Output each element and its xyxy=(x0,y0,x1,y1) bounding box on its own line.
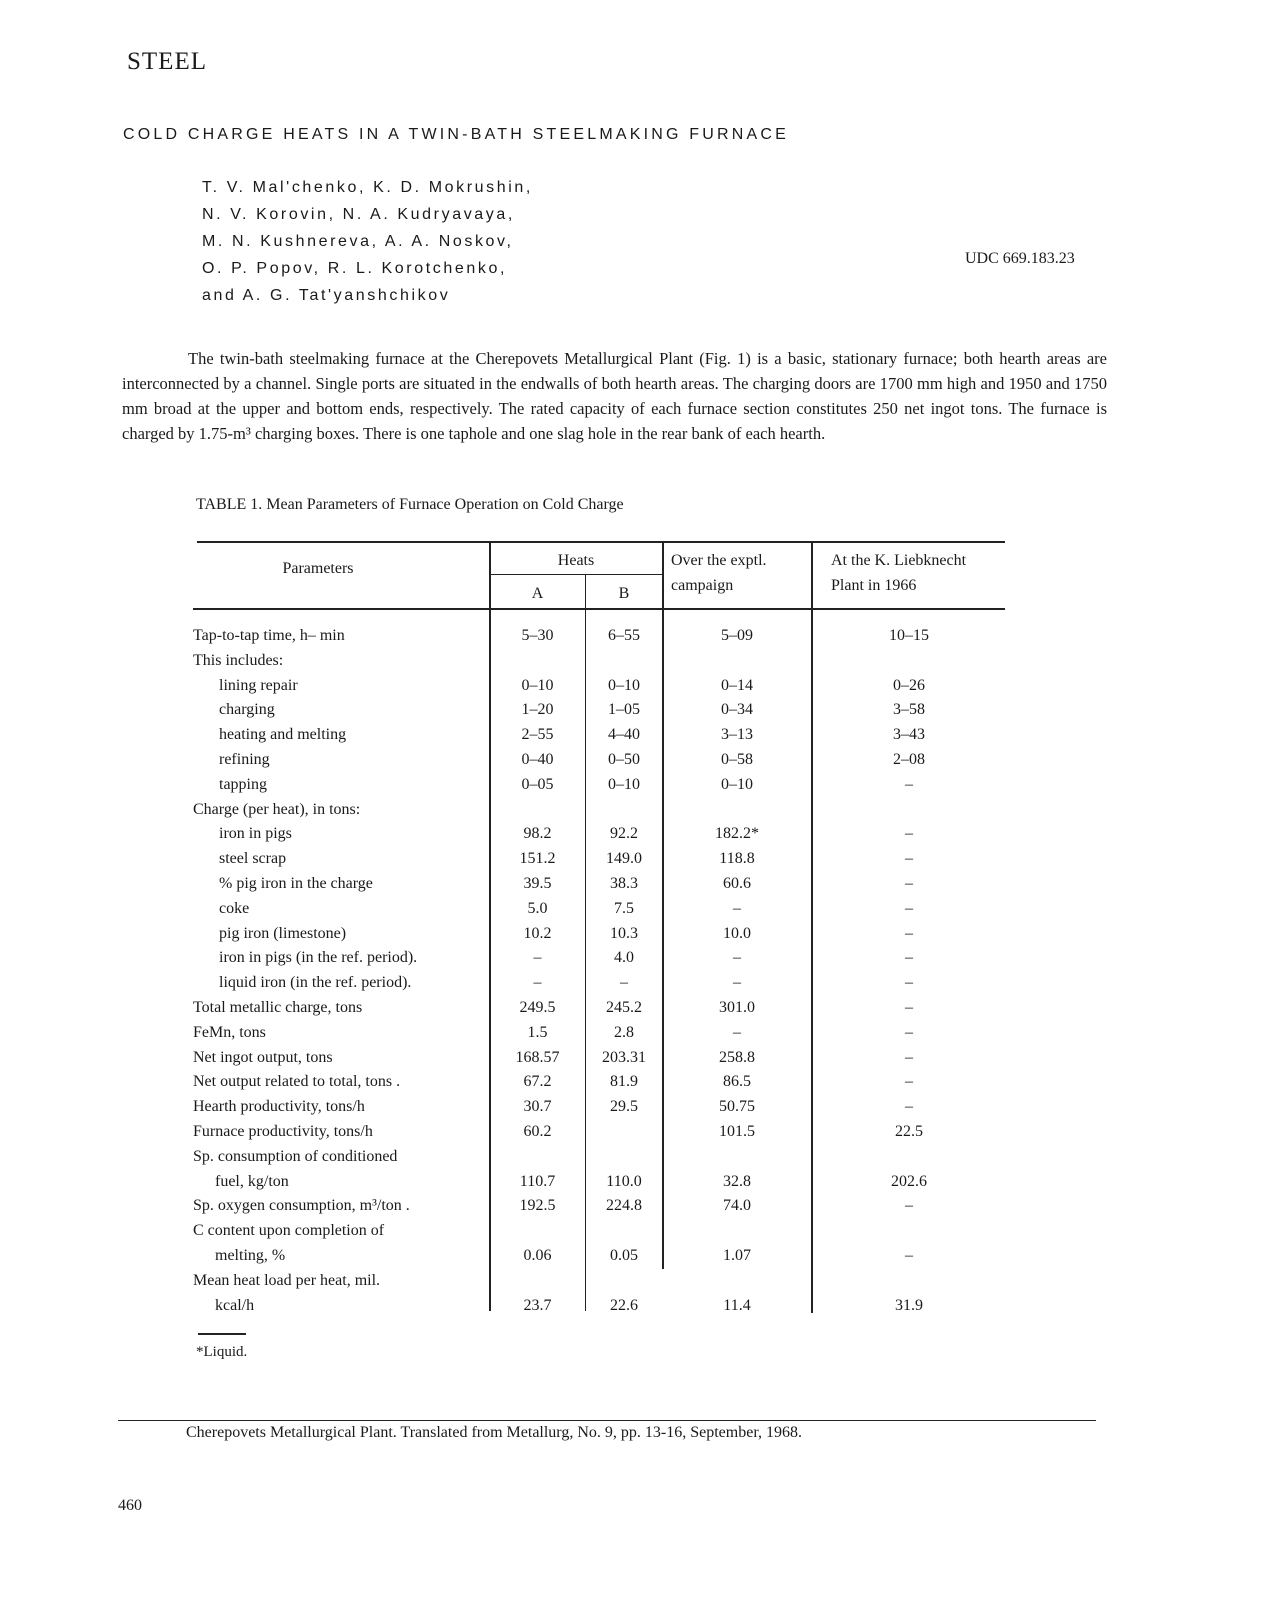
author-line: O. P. Popov, R. L. Korotchenko, xyxy=(202,260,508,277)
row-label xyxy=(193,1193,477,1218)
cell-value: 22.6 xyxy=(610,1296,638,1314)
cell-value: 6–55 xyxy=(608,627,640,644)
cell-value: 118.8 xyxy=(719,850,755,868)
row-label xyxy=(193,1293,499,1318)
cell-value: 2.8 xyxy=(614,1023,634,1041)
row-label xyxy=(193,623,477,648)
row-label-text: charging xyxy=(219,701,278,718)
cell-value: – xyxy=(533,949,542,967)
cell-value: 0–10 xyxy=(721,775,753,793)
paragraph: The twin-bath steelmaking furnace at the Cherepovets Metallurgical Plant (Fig. 1) is a basic, stationary furnace; both hearth areas are interconnected by a channel. Single ports are situated in the endwalls of both hearth areas. The charging doors are 1700 mm high and 1950 and 1750 mm broad at the upper and bottom ends, respectively. The rated capacity of each furnace section constitutes 250 net ingot tons. The furnace is charged by 1.75-m³ charging boxes. There is one taphole and one slag hole in the rear bank of each hearth. xyxy=(122,349,1107,443)
table-row xyxy=(193,1243,1005,1268)
cell-value: 0.05 xyxy=(610,1247,638,1264)
row-label-text: heating and melting xyxy=(219,726,349,743)
row-label-text: Net ingot output, tons xyxy=(193,1049,336,1066)
author-line: N. V. Korovin, N. A. Kudryavaya, xyxy=(202,206,515,223)
author-line: and A. G. Tat'yanshchikov xyxy=(202,287,451,304)
table-row xyxy=(193,697,1005,722)
cell-value: 3–43 xyxy=(893,726,925,744)
row-label-text: Total metallic charge, tons xyxy=(193,999,365,1016)
cell-value: – xyxy=(905,1048,913,1066)
cell-value: 11.4 xyxy=(723,1296,751,1314)
table-row xyxy=(193,1169,1005,1194)
row-label xyxy=(193,945,503,970)
section-heading: STEEL xyxy=(127,48,207,75)
row-label-text: iron in pigs xyxy=(219,825,295,842)
row-label xyxy=(193,896,503,921)
cell-value: 23.7 xyxy=(523,1296,552,1314)
cell-value: 245.2 xyxy=(606,999,642,1016)
header-campaign-line: Over the exptl. xyxy=(671,552,767,569)
row-label xyxy=(193,1069,477,1094)
row-label xyxy=(193,772,503,797)
cell-value: – xyxy=(905,1073,913,1091)
row-label-text: pig iron (limestone) xyxy=(219,925,349,942)
cell-value: 0–10 xyxy=(608,676,640,694)
header-heats: Heats xyxy=(557,552,595,569)
table-row xyxy=(193,871,1005,896)
cell-value: 60.2 xyxy=(523,1123,552,1140)
cell-value: – xyxy=(733,1023,741,1041)
cell-value: 32.8 xyxy=(723,1172,751,1190)
row-label xyxy=(193,1119,477,1144)
cell-value: 3–13 xyxy=(721,726,753,744)
cell-value: 5–30 xyxy=(521,627,554,644)
table-row xyxy=(193,772,1005,797)
row-label-text: Hearth productivity, tons/h xyxy=(193,1098,368,1115)
cell-value: – xyxy=(533,974,542,992)
row-label xyxy=(193,846,503,871)
row-label-text: % pig iron in the charge xyxy=(219,875,376,892)
cell-value: 0–14 xyxy=(721,676,753,694)
cell-value: – xyxy=(733,899,741,917)
cell-value: 3–58 xyxy=(893,701,925,719)
row-label xyxy=(193,1144,477,1169)
cell-value: – xyxy=(905,924,913,942)
table-row xyxy=(193,1293,1005,1318)
row-label xyxy=(193,1268,477,1293)
cell-value: 10–15 xyxy=(889,627,929,644)
row-label-text: Sp. oxygen consumption, m³/ton . xyxy=(193,1197,413,1214)
cell-value: – xyxy=(905,1098,913,1116)
cell-value: 249.5 xyxy=(519,999,556,1016)
cell-value: 10.2 xyxy=(523,924,552,942)
row-label-text: liquid iron (in the ref. period). xyxy=(219,974,414,991)
header-plant-line: At the K. Liebknecht xyxy=(831,552,967,569)
row-label xyxy=(193,797,477,822)
header-campaign-line: campaign xyxy=(671,577,734,594)
cell-value: 31.9 xyxy=(895,1296,923,1314)
source-note: Cherepovets Metallurgical Plant. Translated from Metallurg, No. 9, pp. 13-16, September, 1968. xyxy=(186,1424,803,1441)
cell-value: – xyxy=(733,949,741,967)
cell-value: – xyxy=(733,974,741,992)
table-row xyxy=(193,1094,1005,1119)
row-label-text: FeMn, tons xyxy=(193,1024,269,1041)
table-row xyxy=(193,1020,1005,1045)
row-label xyxy=(193,871,503,896)
author-line: T. V. Mal'chenko, K. D. Mokrushin, xyxy=(202,179,533,196)
cell-value: 0–50 xyxy=(608,751,640,768)
cell-value: – xyxy=(905,999,913,1016)
cell-value: – xyxy=(905,949,913,967)
cell-value: 202.6 xyxy=(891,1172,927,1190)
table-row xyxy=(193,1119,1005,1144)
row-label xyxy=(193,673,503,698)
cell-value: 0–10 xyxy=(608,775,640,793)
row-label xyxy=(193,1094,477,1119)
cell-value: 1–20 xyxy=(521,701,554,719)
table-row xyxy=(193,945,1005,970)
row-label xyxy=(193,722,503,747)
cell-value: 10.3 xyxy=(610,924,638,942)
author-list xyxy=(202,174,533,309)
header-b: B xyxy=(618,585,630,602)
row-label xyxy=(193,1243,499,1268)
cell-value: 81.9 xyxy=(610,1073,638,1091)
cell-value: 29.5 xyxy=(610,1098,638,1116)
row-label xyxy=(193,970,503,995)
body-text xyxy=(122,346,1107,446)
cell-value: 203.31 xyxy=(602,1048,646,1066)
cell-value: 0–26 xyxy=(893,676,925,694)
cell-value: 0.06 xyxy=(523,1247,552,1264)
cell-value: 4.0 xyxy=(614,949,634,967)
table-row xyxy=(193,648,1005,673)
header-plant xyxy=(831,548,966,598)
author-line: M. N. Kushnereva, A. A. Noskov, xyxy=(202,233,514,250)
cell-value: – xyxy=(905,899,913,917)
row-label-text: kcal/h xyxy=(215,1297,257,1314)
row-label xyxy=(193,995,477,1020)
row-label-text: melting, % xyxy=(215,1247,288,1264)
cell-value: 74.0 xyxy=(723,1197,751,1215)
row-label-text: This includes: xyxy=(193,652,286,669)
cell-value: 67.2 xyxy=(523,1073,552,1091)
row-label xyxy=(193,648,477,673)
page-number: 460 xyxy=(118,1497,142,1514)
cell-value: 5–09 xyxy=(721,627,753,644)
row-label-text: coke xyxy=(219,900,252,917)
row-label-text: Net output related to total, tons . xyxy=(193,1073,403,1090)
cell-value: – xyxy=(905,775,913,793)
row-label-text: refining xyxy=(219,751,273,768)
footnote-rule xyxy=(198,1333,246,1335)
row-label-text: Charge (per heat), in tons: xyxy=(193,801,363,818)
table-row xyxy=(193,1144,1005,1169)
cell-value: 39.5 xyxy=(523,875,552,892)
row-label xyxy=(193,1218,477,1243)
cell-value: – xyxy=(905,850,913,868)
cell-value: 50.75 xyxy=(719,1098,755,1116)
table-row xyxy=(193,623,1005,648)
table-row xyxy=(193,1268,1005,1293)
table-row xyxy=(193,821,1005,846)
cell-value: 301.0 xyxy=(719,999,755,1016)
cell-value: 0–34 xyxy=(721,701,753,719)
row-label-text: fuel, kg/ton xyxy=(215,1173,292,1190)
row-label-text: Furnace productivity, tons/h xyxy=(193,1123,376,1140)
cell-value: 30.7 xyxy=(523,1098,552,1116)
row-label xyxy=(193,747,503,772)
row-label-text: steel scrap xyxy=(219,850,289,867)
cell-value: 151.2 xyxy=(519,850,556,868)
cell-value: 258.8 xyxy=(719,1048,755,1066)
cell-value: – xyxy=(620,974,628,992)
cell-value: 5.0 xyxy=(527,899,548,917)
cell-value: 0–58 xyxy=(721,751,753,768)
cell-value: 0–10 xyxy=(521,676,554,694)
cell-value: – xyxy=(905,1023,913,1041)
table-row xyxy=(193,1045,1005,1070)
row-label-text: lining repair xyxy=(219,677,301,694)
table-row xyxy=(193,1218,1005,1243)
footer-rule xyxy=(118,1420,1096,1421)
cell-value: 60.6 xyxy=(723,875,751,892)
table-row xyxy=(193,1193,1005,1218)
table-row xyxy=(193,797,1005,822)
cell-value: – xyxy=(905,1197,913,1215)
row-label xyxy=(193,821,503,846)
cell-value: 1–05 xyxy=(608,701,640,719)
heats-rule xyxy=(490,574,663,575)
header-a: A xyxy=(531,585,544,602)
header-bottom-rule xyxy=(193,608,1005,610)
table-row xyxy=(193,896,1005,921)
cell-value: 92.2 xyxy=(610,825,638,843)
table-row xyxy=(193,970,1005,995)
header-plant-line: Plant in 1966 xyxy=(831,577,917,594)
row-label-text: Mean heat load per heat, mil. xyxy=(193,1272,383,1289)
table-row xyxy=(193,846,1005,871)
cell-value: 182.2* xyxy=(715,825,759,843)
cell-value: 98.2 xyxy=(523,825,552,843)
row-label xyxy=(193,921,503,946)
cell-value: 22.5 xyxy=(895,1123,923,1140)
cell-value: 0–05 xyxy=(521,775,554,793)
cell-value: 101.5 xyxy=(719,1123,755,1140)
cell-value: – xyxy=(905,875,913,892)
row-label xyxy=(193,1020,477,1045)
table-row xyxy=(193,921,1005,946)
cell-value: 2–08 xyxy=(893,751,925,768)
cell-value: – xyxy=(905,1247,913,1264)
row-label-text: iron in pigs (in the ref. period). xyxy=(219,949,420,966)
row-label-text: Sp. consumption of conditioned xyxy=(193,1148,400,1165)
table-caption: TABLE 1. Mean Parameters of Furnace Operation on Cold Charge xyxy=(196,496,624,513)
cell-value: – xyxy=(905,825,913,843)
cell-value: 10.0 xyxy=(723,924,751,942)
cell-value: 224.8 xyxy=(606,1197,642,1215)
cell-value: 1.5 xyxy=(527,1023,548,1041)
cell-value: – xyxy=(905,974,913,992)
table-row xyxy=(193,1069,1005,1094)
table-row xyxy=(193,747,1005,772)
header-parameters: Parameters xyxy=(282,560,354,577)
row-label xyxy=(193,1045,477,1070)
table-row xyxy=(193,995,1005,1020)
udc-code: UDC 669.183.23 xyxy=(965,250,1075,267)
table-top-rule xyxy=(197,541,1005,543)
parameters-table xyxy=(193,541,1005,1313)
row-label xyxy=(193,697,503,722)
row-label-text: Tap-to-tap time, h– min xyxy=(193,627,348,644)
footnote: *Liquid. xyxy=(196,1344,248,1360)
row-label xyxy=(193,1169,499,1194)
table-row xyxy=(193,673,1005,698)
cell-value: 0–40 xyxy=(521,751,554,768)
cell-value: 110.7 xyxy=(519,1172,556,1190)
cell-value: 2–55 xyxy=(521,726,554,744)
cell-value: 149.0 xyxy=(606,850,642,868)
header-campaign xyxy=(671,548,767,598)
table-row xyxy=(193,722,1005,747)
cell-value: 192.5 xyxy=(519,1197,556,1215)
row-label-text: tapping xyxy=(219,776,270,793)
cell-value: 1.07 xyxy=(723,1247,751,1264)
cell-value: 38.3 xyxy=(610,875,638,892)
cell-value: 110.0 xyxy=(606,1172,642,1190)
cell-value: 7.5 xyxy=(614,899,634,917)
article-title: COLD CHARGE HEATS IN A TWIN-BATH STEELMAKING FURNACE xyxy=(123,126,790,143)
cell-value: 168.57 xyxy=(515,1048,560,1066)
cell-value: 4–40 xyxy=(608,726,640,744)
cell-value: 86.5 xyxy=(723,1073,751,1091)
row-label-text: C content upon completion of xyxy=(193,1222,387,1239)
